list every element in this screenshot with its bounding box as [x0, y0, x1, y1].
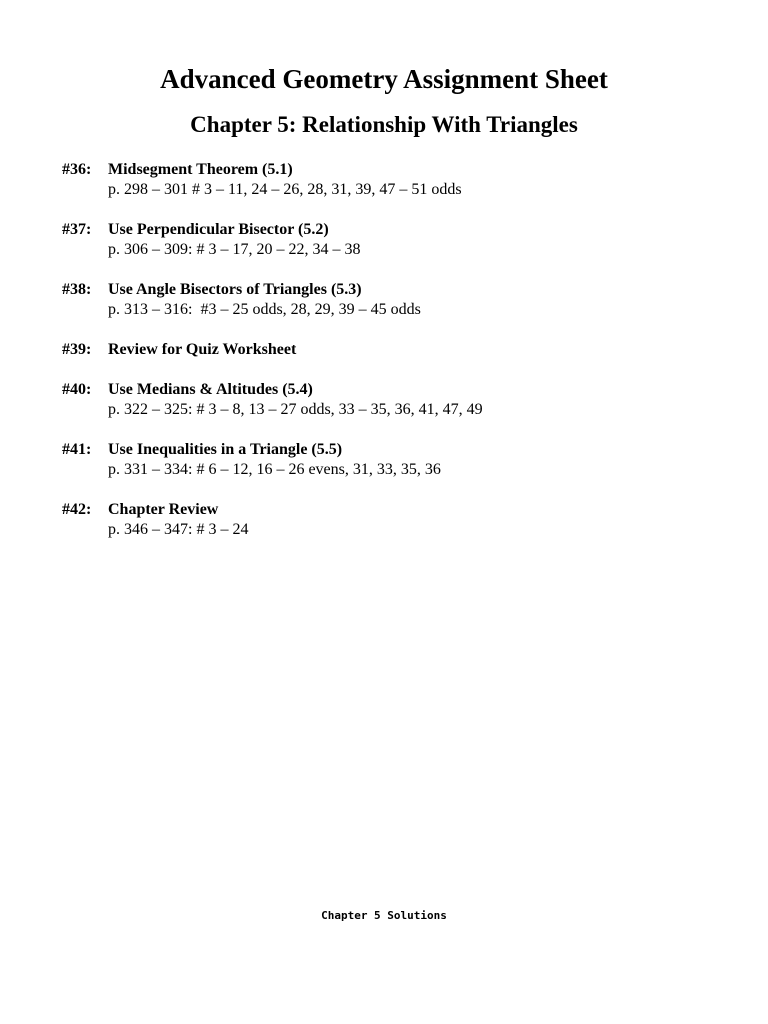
assignment-title: Use Inequalities in a Triangle (5.5): [108, 441, 343, 458]
assignment-item-41: [62, 440, 742, 480]
assignment-title: Midsegment Theorem (5.1): [108, 161, 293, 178]
assignment-problems: p. 322 – 325: # 3 – 8, 13 – 27 odds, 33 – 35, 36, 41, 47, 49: [108, 401, 483, 418]
assignment-item-36: [62, 160, 742, 200]
assignment-problems: p. 313 – 316: #3 – 25 odds, 28, 29, 39 – 45 odds: [108, 301, 421, 318]
assignment-item-38: [62, 280, 742, 320]
assignment-item-40: [62, 380, 742, 420]
assignment-number: #41:: [62, 441, 92, 458]
assignment-title: Review for Quiz Worksheet: [108, 341, 297, 358]
assignment-problems: p. 346 – 347: # 3 – 24: [108, 521, 249, 538]
assignment-title: Use Perpendicular Bisector (5.2): [108, 221, 329, 238]
assignment-number: #38:: [62, 281, 92, 298]
assignment-number: #36:: [62, 161, 92, 178]
assignment-title: Use Medians & Altitudes (5.4): [108, 381, 313, 398]
assignment-item-42: [62, 500, 742, 540]
assignment-title: Chapter Review: [108, 501, 219, 518]
page-subtitle: Chapter 5: Relationship With Triangles: [190, 112, 578, 137]
assignment-item-37: [62, 220, 742, 260]
assignment-number: #37:: [62, 221, 92, 238]
assignment-item-39: [62, 340, 742, 360]
assignment-number: #42:: [62, 501, 92, 518]
page-footer: Chapter 5 Solutions: [321, 909, 447, 922]
assignment-number: #39:: [62, 341, 92, 358]
page-title: Advanced Geometry Assignment Sheet: [160, 64, 608, 94]
assignment-problems: p. 331 – 334: # 6 – 12, 16 – 26 evens, 31, 33, 35, 36: [108, 461, 441, 478]
assignment-number: #40:: [62, 381, 92, 398]
assignment-problems: p. 298 – 301 # 3 – 11, 24 – 26, 28, 31, 39, 47 – 51 odds: [108, 181, 462, 198]
assignment-problems: p. 306 – 309: # 3 – 17, 20 – 22, 34 – 38: [108, 241, 361, 258]
assignment-list: [62, 160, 742, 560]
assignment-title: Use Angle Bisectors of Triangles (5.3): [108, 281, 362, 298]
